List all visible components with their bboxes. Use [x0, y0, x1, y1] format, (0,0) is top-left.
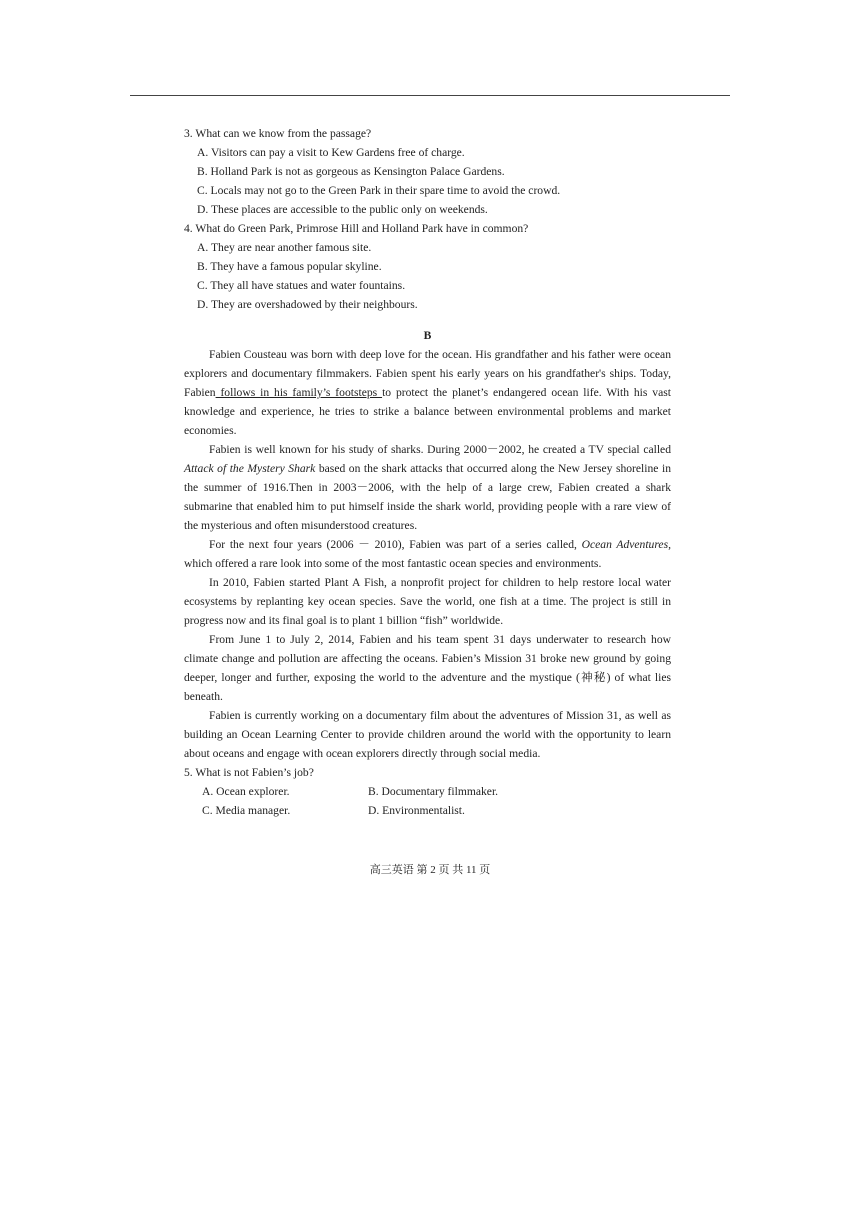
page-footer: 高三英语 第 2 页 共 11 页 — [369, 864, 491, 876]
option-c: C. Locals may not go to the Green Park in their spare time to avoid the crowd. — [197, 184, 561, 197]
option-d: D. These places are accessible to the public only on weekends. — [197, 203, 488, 216]
question-4 — [184, 219, 671, 314]
text-segment: Fabien Cousteau was born with deep love for the ocean. His grandfather and his father were ocean explorers and documentary filmmakers. Fabien spent his early years on his grandfather's ships. Today, Fabien — [184, 348, 671, 399]
passage-paragraph-1 — [184, 345, 671, 440]
option-c: C. Media manager. — [202, 804, 291, 817]
option-a: A. They are near another famous site. — [197, 241, 372, 254]
passage-paragraph-5: From June 1 to July 2, 2014, Fabien and his team spent 31 days underwater to research how climate change and pollution are affecting the oceans. Fabien’s Mission 31 broke new ground by going deeper, longer and further, exposing the world to the adventure and the mystique (神秘) of what lies beneath. — [184, 633, 671, 703]
question-3 — [184, 124, 671, 219]
text-segment: Fabien is well known for his study of sharks. During 2000－2002, he created a TV special called — [209, 443, 671, 456]
option-b: B. They have a famous popular skyline. — [197, 260, 382, 273]
option-d: D. They are overshadowed by their neighbours. — [197, 298, 418, 311]
text-segment: which offered a rare look into some of the most fantastic ocean species and environments. — [184, 557, 602, 570]
text-segment: For the next four years (2006 － 2010), Fabien was part of a series called, — [209, 538, 582, 551]
question-stem: 3. What can we know from the passage? — [184, 127, 372, 140]
passage-paragraph-3 — [184, 535, 671, 573]
italic-title: Ocean Adventures, — [581, 538, 671, 551]
question-stem: 5. What is not Fabien’s job? — [184, 766, 314, 779]
passage-paragraph-4: In 2010, Fabien started Plant A Fish, a nonprofit project for children to help restore local water ecosystems by replanting key ocean species. Save the world, one fish at a time. The project is still in progress now and its final goal is to plant 1 billion “fish” worldwide. — [184, 576, 671, 627]
option-c: C. They all have statues and water fountains. — [197, 279, 406, 292]
page-content — [184, 124, 671, 820]
option-d: D. Environmentalist. — [368, 804, 465, 817]
header-rule — [130, 95, 730, 96]
italic-title: Attack of the Mystery Shark — [184, 462, 316, 475]
question-5 — [184, 763, 671, 820]
passage-paragraph-6: Fabien is currently working on a documentary film about the adventures of Mission 31, as well as building an Ocean Learning Center to provide children around the world with the opportunity to learn about oceans and engage with ocean explorers directly through social media. — [184, 709, 671, 760]
question-stem: 4. What do Green Park, Primrose Hill and Holland Park have in common? — [184, 222, 529, 235]
option-a: A. Ocean explorer. — [202, 785, 290, 798]
option-b: B. Documentary filmmaker. — [368, 785, 499, 798]
underlined-phrase: follows in his family’s footsteps — [215, 386, 383, 399]
passage-paragraph-2 — [184, 440, 671, 535]
option-a: A. Visitors can pay a visit to Kew Gardens free of charge. — [197, 146, 465, 159]
text-segment: to protect the planet’s endangered ocean life. With his vast knowledge and experience, he tries to strike a balance between environmental problems and market economies. — [184, 386, 671, 437]
text-segment: based on the shark attacks that occurred along the New Jersey shoreline in the summer of 1916.Then in 2003－2006, with the help of a large crew, Fabien created a shark submarine that enabled him to put himself inside the shark world, providing people with a rare view of the mysterious and often misunderstood creatures. — [184, 462, 671, 532]
option-b: B. Holland Park is not as gorgeous as Kensington Palace Gardens. — [197, 165, 505, 178]
option-grid — [184, 782, 671, 820]
section-heading: B — [423, 329, 432, 342]
